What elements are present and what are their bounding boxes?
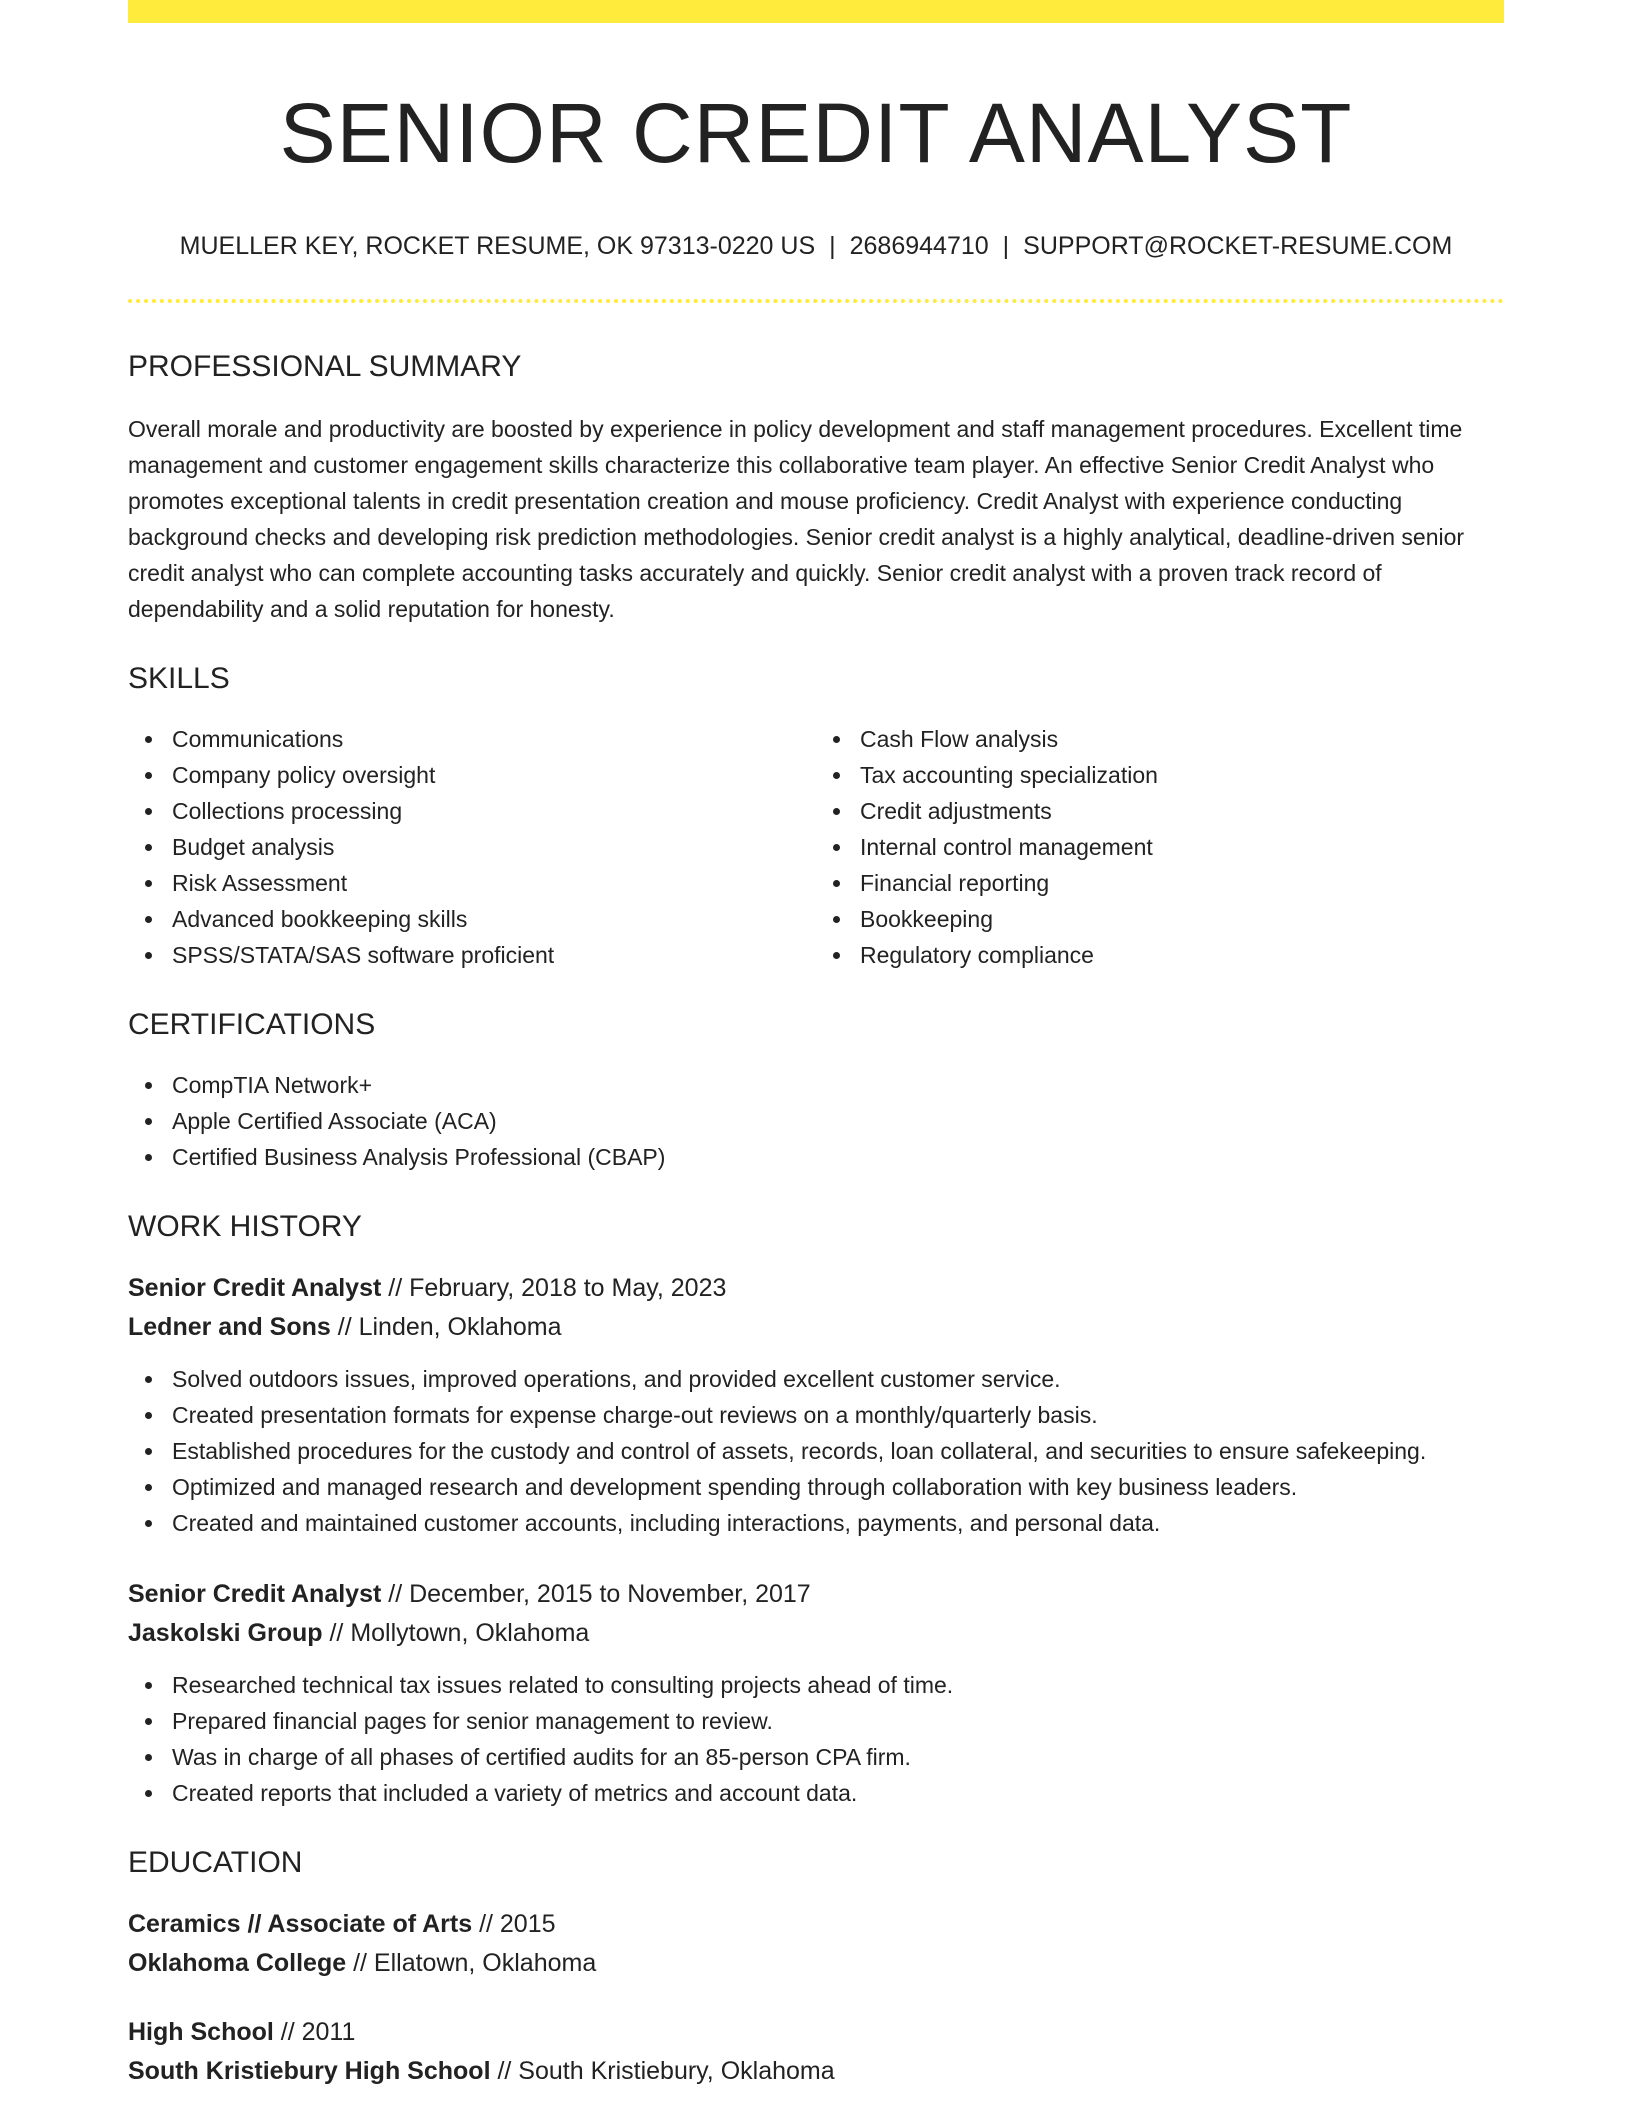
job-company: Jaskolski Group: [128, 1619, 323, 1648]
certifications-heading: CERTIFICATIONS: [128, 1008, 376, 1042]
education-heading: EDUCATION: [128, 1846, 303, 1880]
job-location: // Mollytown, Oklahoma: [322, 1619, 590, 1648]
skill-item: Credit adjustments: [860, 793, 1504, 829]
contact-line: [128, 231, 1504, 261]
job-bullets: [128, 1667, 1504, 1811]
skill-item: Financial reporting: [860, 865, 1504, 901]
job-bullet: Established procedures for the custody and control of assets, records, loan collateral, and securities to ensure safekeeping.: [172, 1433, 1504, 1469]
job-bullet: Optimized and managed research and development spending through collaboration with key business leaders.: [172, 1469, 1504, 1505]
certification-item: CompTIA Network+: [172, 1067, 1504, 1103]
education-entry: [128, 2013, 1504, 2091]
skills-list-left: [128, 721, 816, 973]
resume-page: [128, 0, 1504, 2091]
top-accent-bar: [128, 0, 1504, 23]
school-line: [128, 1944, 1504, 1983]
job-bullet: Prepared financial pages for senior management to review.: [172, 1703, 1504, 1739]
skill-item: Internal control management: [860, 829, 1504, 865]
summary-text: Overall morale and productivity are boosted by experience in policy development and staff management procedures. Excellent time management and customer engagement skills characterize this collaborative team player. An effective Senior Credit Analyst who promotes exceptional talents in credit presentation creation and mouse proficiency. Credit Analyst with experience conducting background checks and developing risk prediction methodologies. Senior credit analyst is a highly analytical, deadline-driven senior credit analyst who can complete accounting tasks accurately and quickly. Senior credit analyst with a proven track record of dependability and a solid reputation for honesty.: [128, 416, 1465, 623]
job-company-line: [128, 1308, 1504, 1347]
job-company-line: [128, 1614, 1504, 1653]
job-dates: // December, 2015 to November, 2017: [381, 1580, 811, 1609]
degree-year: // 2015: [472, 1910, 556, 1939]
school-location: // Ellatown, Oklahoma: [346, 1949, 597, 1978]
school-name: South Kristiebury High School: [128, 2057, 491, 2086]
skill-item: Cash Flow analysis: [860, 721, 1504, 757]
degree-year: // 2011: [273, 2018, 356, 2047]
skill-item: Budget analysis: [172, 829, 816, 865]
job-title-line: [128, 1575, 1504, 1614]
contact-phone: 2686944710: [849, 232, 989, 261]
job-role: Senior Credit Analyst: [128, 1580, 382, 1609]
skill-item: Collections processing: [172, 793, 816, 829]
job-bullet: Researched technical tax issues related to consulting projects ahead of time.: [172, 1667, 1504, 1703]
job-dates: // February, 2018 to May, 2023: [381, 1274, 727, 1303]
job-bullet: Created presentation formats for expense charge-out reviews on a monthly/quarterly basis.: [172, 1397, 1504, 1433]
skill-item: Company policy oversight: [172, 757, 816, 793]
degree-line: [128, 1905, 1504, 1944]
dotted-divider: [128, 299, 1504, 303]
summary-heading: PROFESSIONAL SUMMARY: [128, 350, 522, 384]
job-bullet: Created and maintained customer accounts, including interactions, payments, and personal data.: [172, 1505, 1504, 1541]
degree-line: [128, 2013, 1504, 2052]
education-entry: [128, 1905, 1504, 1983]
work-history-heading: WORK HISTORY: [128, 1210, 362, 1244]
school-line: [128, 2052, 1504, 2091]
skill-item: Communications: [172, 721, 816, 757]
skill-item: Bookkeeping: [860, 901, 1504, 937]
skills-heading: SKILLS: [128, 662, 230, 696]
contact-address: MUELLER KEY, ROCKET RESUME, OK 97313-0220 US: [179, 232, 816, 261]
job-entry: [128, 1575, 1504, 1811]
contact-email: SUPPORT@ROCKET-RESUME.COM: [1023, 232, 1453, 261]
degree-name: Ceramics // Associate of Arts: [128, 1910, 473, 1939]
job-role: Senior Credit Analyst: [128, 1274, 382, 1303]
certification-item: Certified Business Analysis Professional (CBAP): [172, 1139, 1504, 1175]
job-bullet: Solved outdoors issues, improved operations, and provided excellent customer service.: [172, 1361, 1504, 1397]
job-company: Ledner and Sons: [128, 1313, 331, 1342]
job-bullets: [128, 1361, 1504, 1541]
skill-item: Regulatory compliance: [860, 937, 1504, 973]
job-title-line: [128, 1269, 1504, 1308]
skill-item: Advanced bookkeeping skills: [172, 901, 816, 937]
skill-item: Tax accounting specialization: [860, 757, 1504, 793]
contact-separator: |: [829, 232, 836, 261]
job-bullet: Was in charge of all phases of certified audits for an 85-person CPA firm.: [172, 1739, 1504, 1775]
school-location: // South Kristiebury, Oklahoma: [490, 2057, 835, 2086]
skills-list-right: [816, 721, 1504, 973]
certifications-list: [128, 1067, 1504, 1175]
job-entry: [128, 1269, 1504, 1541]
resume-title: SENIOR CREDIT ANALYST: [279, 86, 1353, 180]
school-name: Oklahoma College: [128, 1949, 347, 1978]
contact-separator: |: [1002, 232, 1010, 261]
skills-columns: [128, 721, 1504, 973]
skill-item: SPSS/STATA/SAS software proficient: [172, 937, 816, 973]
skill-item: Risk Assessment: [172, 865, 816, 901]
certification-item: Apple Certified Associate (ACA): [172, 1103, 1504, 1139]
degree-name: High School: [128, 2018, 274, 2047]
job-bullet: Created reports that included a variety of metrics and account data.: [172, 1775, 1504, 1811]
job-location: // Linden, Oklahoma: [330, 1313, 562, 1342]
